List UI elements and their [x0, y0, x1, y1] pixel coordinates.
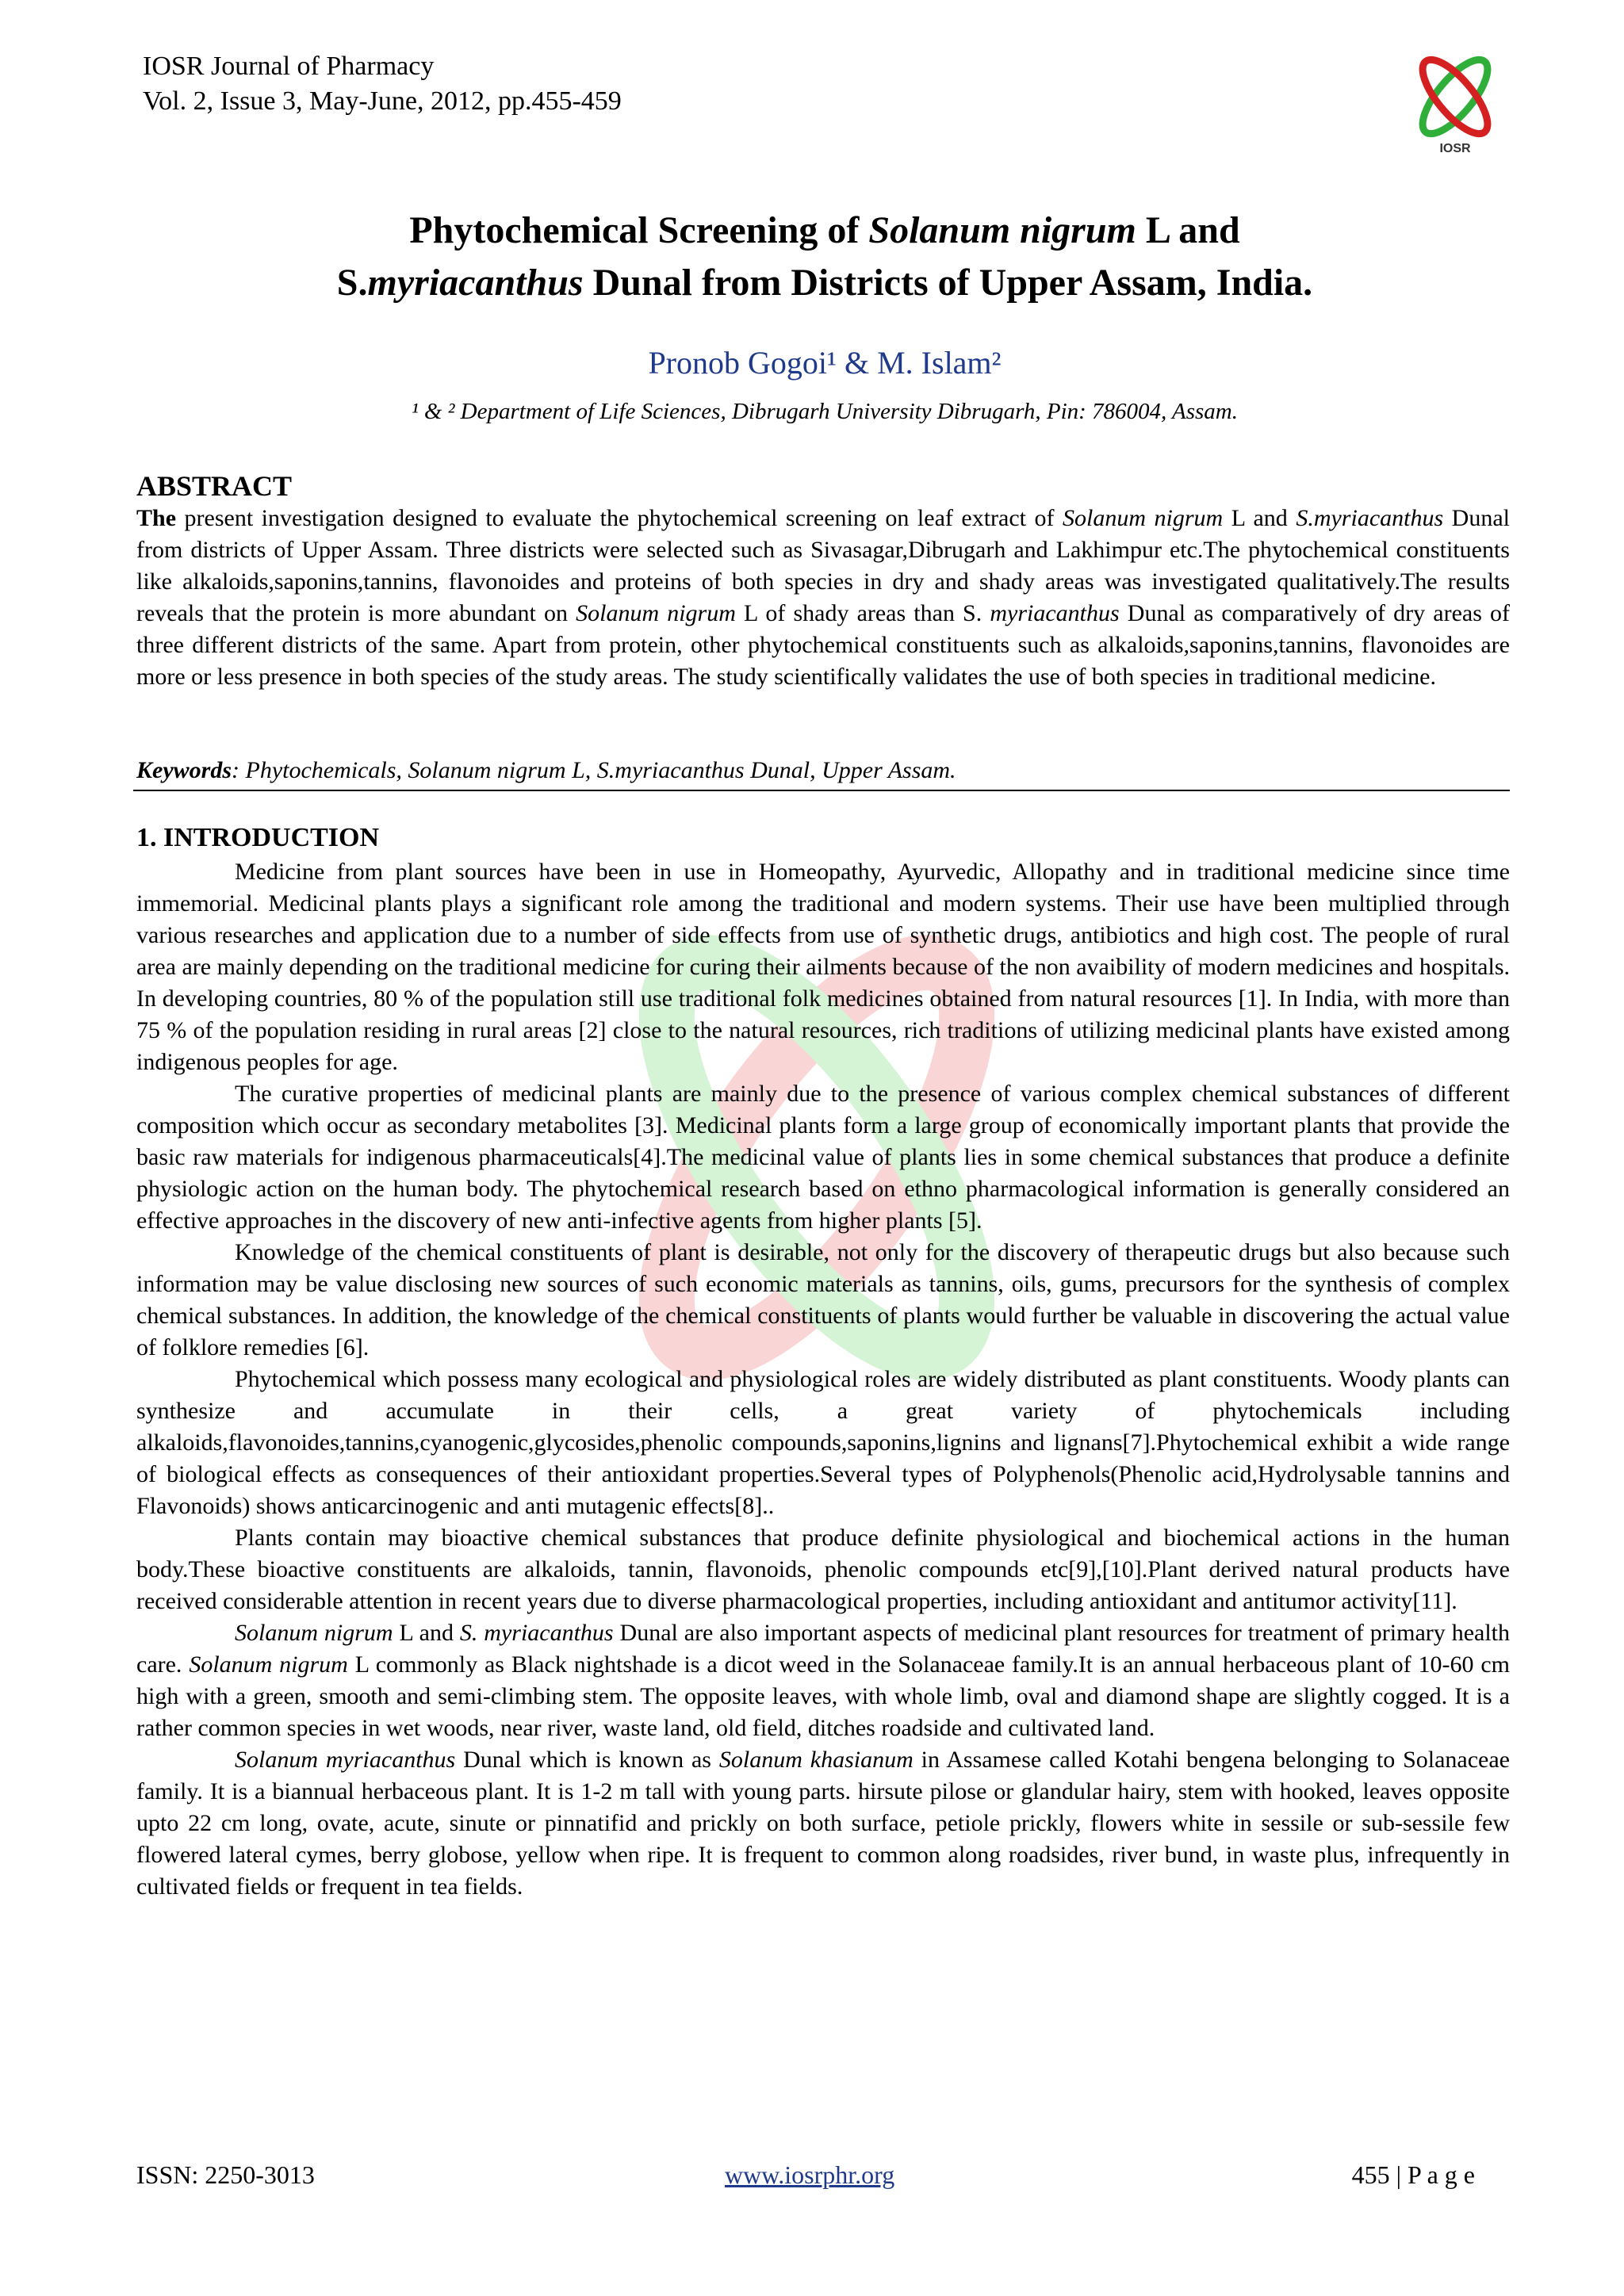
- keywords-label: Keywords: [136, 757, 232, 783]
- paragraph: Phytochemical which possess many ecological and physiological roles are widely distributed as plant constituents. Woody plants can synthesize and accumulate in their cells, a great variety of phytochemicals including alkaloids,flavonoides,tannins,cyanogenic,glycosides,phenolic compounds,saponins,lignins and lignans[7].Phytochemical exhibit a wide range of biological effects as consequences of their antioxidant properties.Several types of Polyphenols(Phenolic acid,Hydrolysable tannins and Flavonoids) shows anticarcinogenic and anti mutagenic effects[8]..: [136, 1366, 1510, 1519]
- abstract-heading: ABSTRACT: [136, 470, 293, 502]
- author-list: Pronob Gogoi¹ & M. Islam²: [648, 345, 1002, 381]
- journal-website-link[interactable]: www.iosrphr.org: [725, 2160, 895, 2189]
- introduction-heading: 1. INTRODUCTION: [136, 823, 380, 852]
- journal-issue: Vol. 2, Issue 3, May-June, 2012, pp.455-459: [143, 86, 622, 116]
- logo-text: IOSR: [1439, 142, 1471, 155]
- abstract-text: The present investigation designed to evaluate the phytochemical screening on leaf extract of Solanum nigrum L and S.myriacanthus Dunal from districts of Upper Assam. Three districts were selected such as Sivasagar,Dibrugarh and Lakhimpur etc.The phytochemical constituents like alkaloids,saponins,tannins, flavonoides and proteins of both species in dry and shady areas was investigated qualitatively.The results reveals that the protein is more abundant on Solanum nigrum L of shady areas than S. myriacanthus Dunal as comparatively of dry areas of three different districts of the same. Apart from protein, other phytochemical constituents such as alkaloids,saponins,tannins, flavonoides are more or less presence in both species of the study areas. The study scientifically validates the use of both species in traditional medicine.: [136, 505, 1510, 690]
- keywords-line: Keywords: Phytochemicals, Solanum nigrum L, S.myriacanthus Dunal, Upper Assam.: [136, 757, 956, 783]
- paragraph: The curative properties of medicinal plants are mainly due to the presence of various complex chemical substances of different composition which occur as secondary metabolites [3]. Medicinal plants form a large group of economically important plants that provide the basic raw materials for indigenous pharmaceuticals[4].The medicinal value of plants lies in some chemical substances that produce a definite physiologic action on the human body. The phytochemical research based on ethno pharmacological information is generally considered an effective approaches in the discovery of new anti-infective agents from higher plants [5].: [136, 1081, 1510, 1234]
- issn: ISSN: 2250-3013: [136, 2160, 315, 2189]
- paragraph: Knowledge of the chemical constituents of plant is desirable, not only for the discovery of therapeutic drugs but also because such information may be value disclosing new sources of such economic materials as tannins, oils, gums, precursors for the synthesis of complex chemical substances. In addition, the knowledge of the chemical constituents of plants would further be valuable in discovering the actual value of folklore remedies [6].: [136, 1239, 1510, 1360]
- paper-title: Phytochemical Screening of Solanum nigrum L and S.myriacanthus Dunal from Districts of Upper Assam, India.: [336, 209, 1313, 304]
- introduction-body: [136, 856, 1510, 1903]
- paragraph: Plants contain may bioactive chemical substances that produce definite physiological and biochemical actions in the human body.These bioactive constituents are alkaloids, tannin, flavonoids, phenolic compounds etc[9],[10].Plant derived natural products have received considerable attention in recent years due to diverse pharmacological properties, including antioxidant and antitumor activity[11].: [136, 1525, 1510, 1614]
- paragraph: Solanum nigrum L and S. myriacanthus Dunal are also important aspects of medicinal plant resources for treatment of primary health care. Solanum nigrum L commonly as Black nightshade is a dicot weed in the Solanaceae family.It is an annual herbaceous plant of 10-60 cm high with a green, smooth and semi-climbing stem. The opposite leaves, with whole limb, oval and diamond shape are slightly cogged. It is a rather common species in wet woods, near river, waste land, old field, ditches roadside and cultivated land.: [136, 1620, 1511, 1741]
- journal-name: IOSR Journal of Pharmacy: [143, 52, 435, 81]
- journal-header: [143, 49, 622, 119]
- paragraph: Medicine from plant sources have been in use in Homeopathy, Ayurvedic, Allopathy and in traditional medicine since time immemorial. Medicinal plants plays a significant role among the traditional and modern systems. Their use have been multiplied through various researches and application due to a number of side effects from use of synthetic drugs, antibiotics and high cost. The people of rural area are mainly depending on the traditional medicine for curing their ailments because of the non avaibility of modern medicines and hospitals. In developing countries, 80 % of the population still use traditional folk medicines obtained from natural resources [1]. In India, with more than 75 % of the population residing in rural areas [2] close to the natural resources, rich traditions of utilizing medicinal plants have existed among indigenous peoples for age.: [136, 859, 1510, 1075]
- author-affiliation: ¹ & ² Department of Life Sciences, Dibrugarh University Dibrugarh, Pin: 786004, Assam.: [411, 399, 1238, 424]
- paragraph: Solanum myriacanthus Dunal which is known as Solanum khasianum in Assamese called Kotahi bengena belonging to Solanaceae family. It is a biannual herbaceous plant. It is 1-2 m tall with young parts. hirsute pilose or glandular hairy, stem with hooked, leaves opposite upto 22 cm long, ovate, acute, sinute or pinnatifid and prickly on both surface, petiole prickly, flowers white in sessile or sub-sessile few flowered lateral cymes, berry globose, yellow when ripe. It is frequent to common along roadsides, river bund, in waste plus, infrequently in cultivated fields or frequent in tea fields.: [136, 1747, 1510, 1900]
- page-number: 455 | P a g e: [1351, 2160, 1475, 2189]
- iosr-logo: [1396, 48, 1515, 159]
- section-divider: [133, 790, 1510, 791]
